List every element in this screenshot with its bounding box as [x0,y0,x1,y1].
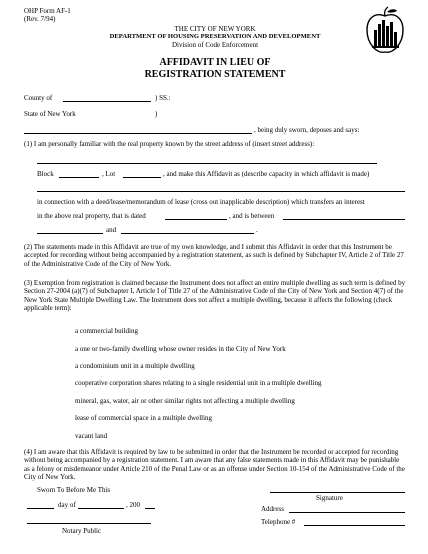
title-line-1: AFFIDAVIT IN LIEU OF [159,57,271,68]
party-2-field[interactable] [121,233,254,234]
signature-line[interactable] [270,492,405,493]
county-field[interactable] [63,101,151,102]
year-field[interactable] [145,508,155,509]
party-1-field[interactable] [283,219,405,220]
nyc-seal-logo [363,6,407,58]
lot-field[interactable] [123,177,161,178]
state-label: State of New York [24,110,76,118]
address-label: Address [261,505,284,513]
day-field[interactable] [27,508,54,509]
option-condominium: a condominium unit in a multiple dwelling [75,362,195,370]
city-name: THE CITY OF NEW YORK [174,25,256,33]
sworn-label: Sworn To Before Me This [37,486,111,494]
lot-label: , Lot [102,170,116,178]
period: . [256,226,258,234]
form-revision: (Rev. 7/94) [24,15,56,23]
notary-signature-line[interactable] [27,523,151,524]
telephone-label: Telephone # [261,518,296,526]
deed-text: in connection with a deed/lease/memorandum of lease (cross out inapplicable description) which transfers an interest [37,198,365,206]
title-line-2: REGISTRATION STATEMENT [144,69,286,80]
and-text: and [106,226,117,234]
address-field[interactable] [289,512,405,513]
month-field[interactable] [78,508,124,509]
street-address-field[interactable] [37,163,377,164]
option-commercial-building: a commercial building [75,327,138,335]
block-field[interactable] [59,177,99,178]
division-name: Division of Code Enforcement [171,41,259,49]
between-text: , and is between [229,212,275,220]
dated-text: in the above real property, that is dated [37,212,146,220]
day-of-label: day of [58,501,76,509]
clause-3: (3) Exemption from registration is claimed because the Instrument does not affect an entire multiple dwelling as such term is defined by Section 27-2004 (a)(7) of Subchapter I, Article I of Title 27 of the Administrative Code of the City of New York and Section 4(7) of the New York State Multiple Dwelling Law. The Instrument does not affect a multiple dwelling, because it affects the following (check applicable term): [24,279,406,313]
block-label: Block [37,170,54,178]
form-id: OHP Form AF-1 [24,7,71,15]
telephone-field[interactable] [304,525,405,526]
ss-label: ) SS.: [155,94,171,102]
date-field[interactable] [165,219,227,220]
state-paren: ) [155,110,158,118]
year-label: , 200 [126,501,140,509]
party-1-continued-field[interactable] [37,233,103,234]
option-cooperative: cooperative corporation shares relating to a single residential unit in a multiple dwelling [75,379,322,387]
county-label: County of [24,94,53,102]
capacity-field[interactable] [37,191,405,192]
deposes-text: , being duly sworn, deposes and says: [254,126,360,134]
clause-2: (2) The statements made in this Affidavit are true of my own knowledge, and I submit this Affidavit in order that this Instrument be accepted for recording without being accompanied by a registration statement, as such is defined by Subchapter IV, Article 2 of Title 27 of the Administrative Code of the City of New York. [24,243,404,268]
clause-1-intro: (1) I am personally familiar with the real property known by the street address of (insert street address): [24,140,315,148]
deponent-name-field[interactable] [24,133,252,134]
option-one-two-family: a one or two-family dwelling whose owner resides in the City of New York [75,345,286,353]
capacity-text: , and make this Affidavit as (describe capacity in which affidavit is made) [163,170,370,178]
option-vacant-land: vacant land [75,432,108,440]
department-name: DEPARTMENT OF HOUSING PRESERVATION AND DEVELOPMENT [109,33,321,40]
option-mineral-rights: mineral, gas, water, air or other similar rights not affecting a multiple dwelling [75,397,295,405]
clause-4: (4) I am aware that this Affidavit is required by law to be submitted in order that the Instrument be recorded or accepted for recording without being accompanied by a registration statement. I am aware that any false statements made in this Affidavit may be punishable as a felony or misdemeanor under Article 210 of the Penal Law or as an offense under Section 10-154 of the Administrative Code of the City of New York. [24,448,405,482]
notary-public-label: Notary Public [62,527,102,535]
option-commercial-lease: lease of commercial space in a multiple dwelling [75,414,213,422]
signature-label: Signature [316,494,343,502]
